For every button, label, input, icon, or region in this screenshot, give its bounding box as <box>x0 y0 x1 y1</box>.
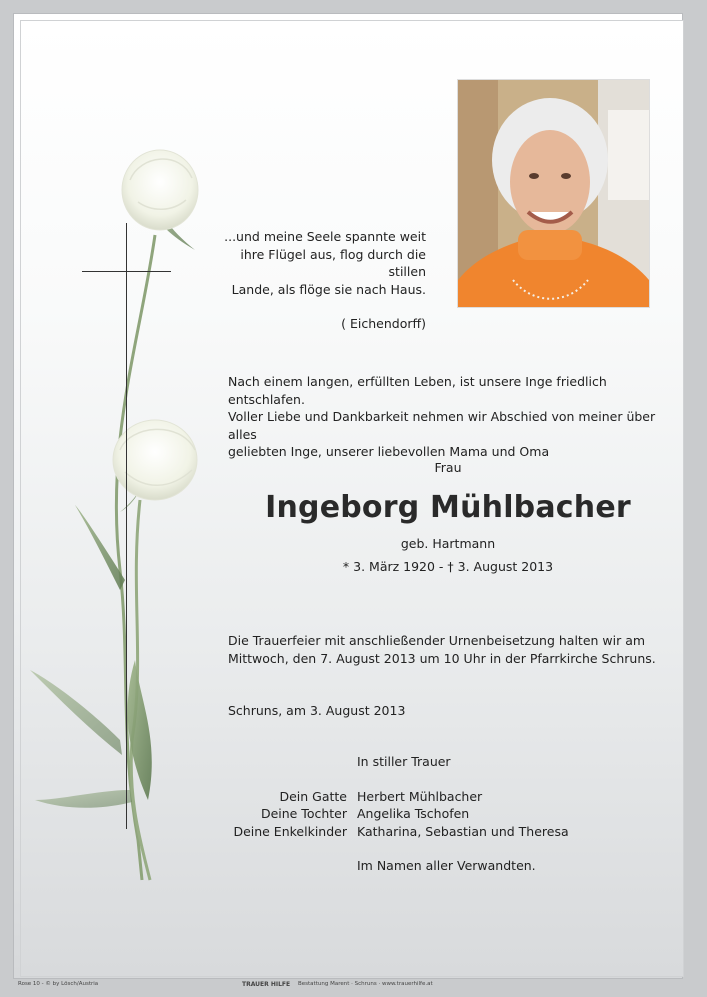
poem-line: ihre Flügel aus, flog durch die stillen <box>240 246 426 279</box>
poem-line: ...und meine Seele spannte weit <box>224 229 426 244</box>
poem <box>200 228 426 333</box>
poem-author: ( Eichendorff) <box>341 316 426 331</box>
place-date: Schruns, am 3. August 2013 <box>228 703 406 718</box>
mourner-role: Dein Gatte <box>279 789 347 804</box>
salutation: Frau <box>434 460 462 475</box>
intro-line: Nach einem langen, erfüllten Leben, ist unsere Inge friedlich entschlafen. <box>228 374 607 407</box>
footer-credit: Rose 10 - © by Lösch/Austria <box>18 981 99 987</box>
footer-address: Bestattung Marent · Schruns · www.trauerhilfe.at <box>298 981 433 987</box>
ceremony-line: Die Trauerfeier mit anschließender Urnenbeisetzung halten wir am <box>228 633 646 648</box>
portrait-photo <box>457 79 650 308</box>
ceremony-line: Mittwoch, den 7. August 2013 um 10 Uhr in der Pfarrkirche Schruns. <box>228 650 656 666</box>
life-dates: * 3. März 1920 - † 3. August 2013 <box>342 559 554 574</box>
ceremony-paragraph <box>228 632 668 667</box>
mourner-role: Deine Enkelkinder <box>233 824 347 839</box>
cross-vertical <box>126 223 127 829</box>
intro-line: geliebten Inge, unserer liebevollen Mama und Oma <box>228 444 550 459</box>
mourner-names: Katharina, Sebastian und Theresa <box>357 824 569 839</box>
deceased-name: Ingeborg Mühlbacher <box>265 490 631 525</box>
mourner-names: Angelika Tschofen <box>357 806 470 821</box>
maiden-name: geb. Hartmann <box>400 536 496 551</box>
mourners-closing: Im Namen aller Verwandten. <box>357 858 536 873</box>
intro-paragraph <box>228 373 668 461</box>
rose-illustration <box>20 140 220 900</box>
mourner-role: Deine Tochter <box>260 806 347 821</box>
footer-brand: TRAUER HILFE <box>242 981 291 988</box>
cross-horizontal <box>82 271 171 272</box>
intro-line: Voller Liebe und Dankbarkeit nehmen wir Abschied von meiner über alles <box>228 409 656 442</box>
mourner-names: Herbert Mühlbacher <box>357 789 483 804</box>
mourners-heading: In stiller Trauer <box>357 754 451 769</box>
poem-line: Lande, als flöge sie nach Haus. <box>231 281 426 297</box>
